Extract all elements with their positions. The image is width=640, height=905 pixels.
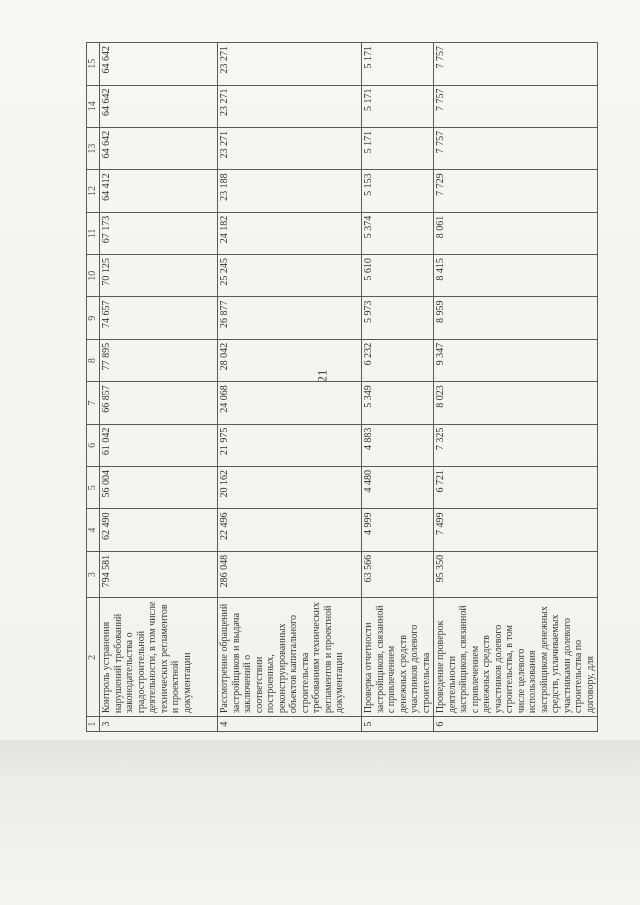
row-name: Рассмотрение обращений застройщиков и выдача заключений о соответствии построенных, реконструированных объектов капитального строительства требованиям технических регламентов и проектной документации — [218, 598, 362, 717]
value-cell: 5 374 — [362, 212, 434, 254]
value-cell: 21 975 — [218, 424, 362, 466]
value-cell: 6 721 — [434, 467, 598, 509]
header-cell: 9 — [87, 297, 100, 339]
table-header-row — [87, 43, 100, 732]
value-cell: 26 877 — [218, 297, 362, 339]
value-cell: 4 883 — [362, 424, 434, 466]
header-cell: 11 — [87, 212, 100, 254]
header-cell: 10 — [87, 255, 100, 297]
table-row — [434, 43, 598, 732]
value-cell: 24 182 — [218, 212, 362, 254]
value-cell: 95 350 — [434, 551, 598, 598]
value-cell: 56 004 — [100, 467, 218, 509]
scan-shadow — [0, 740, 640, 905]
header-cell: 7 — [87, 382, 100, 424]
value-cell: 23 271 — [218, 127, 362, 169]
value-cell: 8 023 — [434, 382, 598, 424]
value-cell: 4 999 — [362, 509, 434, 551]
value-cell: 22 496 — [218, 509, 362, 551]
data-table — [86, 42, 598, 732]
header-cell: 8 — [87, 339, 100, 381]
value-cell: 286 048 — [218, 551, 362, 598]
table-row — [100, 43, 218, 732]
value-cell: 25 245 — [218, 255, 362, 297]
value-cell: 5 973 — [362, 297, 434, 339]
row-name: Контроль устранения нарушений требований законодательства о градостроительной деятельности, в том числе технических регламентов и проектной документации — [100, 598, 218, 717]
value-cell: 5 171 — [362, 43, 434, 86]
page-number: 21 — [314, 369, 330, 383]
row-name: Проведение проверок деятельности застройщиков, связанной с привлечением денежных средств участников долевого строительства, в том числе целевого использования застройщиком денежных средств, уплачиваемых участниками долевого строительства по договору, для — [434, 598, 598, 717]
value-cell: 67 173 — [100, 212, 218, 254]
table-row — [362, 43, 434, 732]
value-cell: 8 415 — [434, 255, 598, 297]
value-cell: 4 480 — [362, 467, 434, 509]
value-cell: 8 061 — [434, 212, 598, 254]
header-cell: 14 — [87, 85, 100, 127]
row-index: 4 — [218, 717, 362, 732]
value-cell: 74 657 — [100, 297, 218, 339]
value-cell: 62 490 — [100, 509, 218, 551]
value-cell: 6 232 — [362, 339, 434, 381]
value-cell: 9 347 — [434, 339, 598, 381]
value-cell: 5 171 — [362, 127, 434, 169]
value-cell: 8 959 — [434, 297, 598, 339]
value-cell: 7 729 — [434, 170, 598, 212]
value-cell: 61 042 — [100, 424, 218, 466]
header-cell: 4 — [87, 509, 100, 551]
value-cell: 63 566 — [362, 551, 434, 598]
row-index: 5 — [362, 717, 434, 732]
value-cell: 66 857 — [100, 382, 218, 424]
header-cell: 6 — [87, 424, 100, 466]
value-cell: 70 125 — [100, 255, 218, 297]
value-cell: 23 271 — [218, 85, 362, 127]
header-cell: 2 — [87, 598, 100, 717]
rotated-table-container — [86, 42, 596, 732]
value-cell: 5 349 — [362, 382, 434, 424]
value-cell: 64 412 — [100, 170, 218, 212]
value-cell: 24 068 — [218, 382, 362, 424]
row-index: 6 — [434, 717, 598, 732]
header-cell: 12 — [87, 170, 100, 212]
value-cell: 23 271 — [218, 43, 362, 86]
header-cell: 15 — [87, 43, 100, 86]
value-cell: 28 042 — [218, 339, 362, 381]
value-cell: 7 325 — [434, 424, 598, 466]
value-cell: 64 642 — [100, 127, 218, 169]
header-cell: 5 — [87, 467, 100, 509]
value-cell: 20 162 — [218, 467, 362, 509]
value-cell: 64 642 — [100, 43, 218, 86]
value-cell: 7 499 — [434, 509, 598, 551]
header-cell: 13 — [87, 127, 100, 169]
header-cell: 1 — [87, 717, 100, 732]
value-cell: 5 171 — [362, 85, 434, 127]
value-cell: 7 757 — [434, 43, 598, 86]
value-cell: 7 757 — [434, 127, 598, 169]
header-cell: 3 — [87, 551, 100, 598]
value-cell: 5 610 — [362, 255, 434, 297]
table-row — [218, 43, 362, 732]
value-cell: 77 895 — [100, 339, 218, 381]
table-viewport — [86, 42, 596, 732]
row-index: 3 — [100, 717, 218, 732]
value-cell: 794 581 — [100, 551, 218, 598]
value-cell: 5 153 — [362, 170, 434, 212]
value-cell: 64 642 — [100, 85, 218, 127]
row-name: Проверка отчетности застройщиков, связанной с привлечением денежных средств участников долевого строительства — [362, 598, 434, 717]
value-cell: 7 757 — [434, 85, 598, 127]
value-cell: 23 188 — [218, 170, 362, 212]
